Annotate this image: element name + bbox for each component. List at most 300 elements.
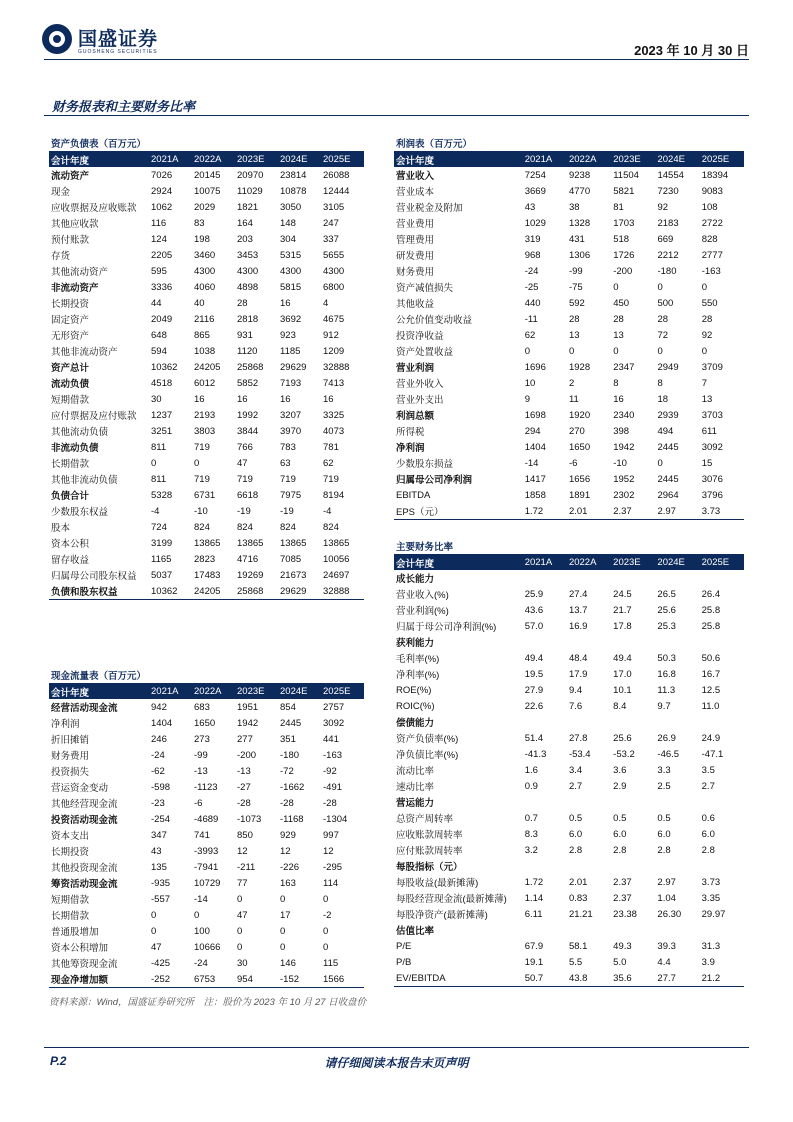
cell-value: 6731 [194, 489, 216, 501]
table-row [49, 811, 364, 827]
cell-value: 1703 [613, 217, 635, 229]
cell-value: 683 [194, 701, 210, 713]
cell-value: 7 [701, 377, 708, 389]
cell-value: 0 [280, 941, 286, 953]
cell-value: 19.1 [524, 956, 544, 968]
cell-value [655, 922, 699, 938]
cell-value: 850 [237, 829, 253, 841]
row-label: P/B [396, 956, 412, 968]
cell-value: 2183 [657, 217, 679, 229]
row-label: 营业外收入 [396, 379, 444, 390]
table-row [394, 586, 744, 602]
table-row [49, 715, 364, 731]
cell-value: 43 [524, 201, 536, 213]
cell-value: 3092 [323, 717, 345, 729]
cell-value: 1209 [323, 345, 345, 357]
row-label: 其他流动资产 [51, 267, 109, 278]
row-label: EV/EBITDA [394, 970, 523, 987]
cell-value: 0 [237, 893, 243, 905]
cell-value: 25.8 [701, 604, 721, 616]
cell-value: 10.1 [613, 684, 632, 696]
row-label: 长期借款 [51, 911, 90, 922]
row-label: 资本支出 [51, 831, 90, 842]
table-row [394, 215, 744, 231]
row-label: 财务费用 [396, 267, 435, 278]
cell-value: 781 [323, 441, 339, 453]
column-header: 2025E [700, 555, 744, 571]
cell-value: 824 [323, 521, 339, 533]
cell-value: 1656 [568, 473, 591, 485]
logo-name: 国盛证券 [78, 29, 159, 50]
row-label: P/E [396, 940, 412, 952]
cell-value: 29.97 [701, 908, 726, 920]
cell-value [523, 794, 567, 810]
cell-value: 2.9 [613, 780, 627, 792]
cell-value: 146 [280, 957, 296, 969]
cell-value: 62 [323, 457, 334, 469]
cell-value: 16 [280, 393, 291, 405]
cell-value: 942 [151, 701, 167, 713]
cell-value: 39.3 [657, 940, 676, 952]
row-label: 营业利润(%) [396, 606, 449, 617]
cell-value: 17.9 [568, 668, 588, 680]
cell-value: 923 [280, 329, 296, 341]
table-row [394, 295, 744, 311]
row-label: 固定资产 [51, 315, 90, 326]
cell-value: 100 [194, 925, 210, 937]
table-row [49, 551, 364, 567]
table-row [49, 503, 364, 519]
table-header-row [49, 684, 364, 700]
cell-value: 2949 [657, 361, 679, 373]
cell-value: 13865 [194, 537, 221, 549]
row-label: 营业收入 [396, 171, 435, 182]
row-label: 经营活动现金流 [51, 703, 118, 714]
cell-value: 431 [568, 233, 585, 245]
cell-value: 57.0 [524, 620, 544, 632]
row-label: 营运能力 [396, 798, 435, 809]
table-row [49, 279, 364, 295]
cell-value: 1038 [194, 345, 216, 357]
cell-value [655, 794, 699, 810]
cell-value: 6.0 [657, 828, 671, 840]
cell-value: 2.37 [613, 876, 632, 888]
cell-value: 0 [194, 457, 200, 469]
row-label: 资产负债率(%) [396, 734, 459, 745]
balance-sheet-table [49, 135, 364, 600]
cell-value: 26.9 [657, 732, 676, 744]
row-label: 无形资产 [51, 331, 90, 342]
row-label: 利润总额 [396, 411, 435, 422]
cell-value: 27.9 [524, 684, 544, 696]
cell-value: 9.7 [657, 700, 671, 712]
table-row [394, 714, 744, 730]
table-row [394, 455, 744, 471]
table-row [394, 746, 744, 762]
cell-value: -152 [278, 971, 321, 988]
row-label: 长期借款 [51, 459, 90, 470]
cell-value: 0 [657, 281, 663, 293]
column-header: 2022A [567, 555, 611, 571]
cell-value: 40 [194, 297, 205, 309]
cell-value: 3207 [280, 409, 302, 421]
row-label: 留存收益 [51, 555, 90, 566]
cell-value: 2 [568, 377, 575, 389]
cell-value: 38 [568, 201, 580, 213]
table-row [394, 730, 744, 746]
cell-value: 13 [701, 393, 713, 405]
cell-value: -47.1 [701, 748, 724, 760]
row-label: 资产减值损失 [396, 283, 454, 294]
cell-value [700, 858, 744, 874]
cell-value: 6753 [192, 971, 235, 988]
cell-value: -1168 [280, 813, 304, 825]
cell-value: 30 [151, 393, 162, 405]
cell-value: 337 [323, 233, 339, 245]
cell-value: 11029 [237, 185, 263, 197]
table-row [394, 183, 744, 199]
table-row [49, 295, 364, 311]
cell-value: -53.2 [613, 748, 635, 760]
row-label: 投资损失 [51, 767, 90, 778]
cell-value [700, 922, 744, 938]
company-logo [42, 22, 172, 62]
cell-value: 11.0 [701, 700, 720, 712]
cell-value: 0 [151, 909, 157, 921]
cell-value: -935 [151, 877, 171, 889]
cell-value: -10 [194, 505, 208, 517]
cell-value: 3092 [701, 441, 723, 453]
cell-value [655, 714, 699, 730]
cell-value: 21.7 [613, 604, 632, 616]
row-label: 研发费用 [396, 251, 435, 262]
row-label: 净利率(%) [396, 670, 440, 681]
cell-value: -13 [237, 765, 251, 777]
cell-value: -6 [568, 457, 578, 469]
cell-value [523, 570, 567, 586]
cell-value: 16 [323, 393, 334, 405]
cell-value: 43 [151, 845, 162, 857]
cell-value: 25.8 [701, 620, 721, 632]
cell-value: 21.2 [700, 970, 744, 987]
row-label: 其他筹资现金流 [51, 959, 118, 970]
row-label: EPS（元） [394, 503, 523, 520]
table-row [49, 567, 364, 583]
row-label: 归属于母公司净利润(%) [396, 622, 497, 633]
row-label: 财务费用 [51, 751, 90, 762]
cell-value: 163 [280, 877, 296, 889]
cell-value: -28 [237, 797, 251, 809]
cell-value: 16 [280, 297, 291, 309]
cell-value: 0.5 [568, 812, 583, 824]
table-row [49, 439, 364, 455]
table-row [49, 971, 364, 988]
row-label: 现金净增加额 [49, 971, 149, 988]
cell-value: 22.6 [524, 700, 544, 712]
cell-value: 2340 [613, 409, 635, 421]
cell-value: 198 [194, 233, 210, 245]
row-label: 其他流动负债 [51, 427, 109, 438]
cell-value: 43.6 [524, 604, 544, 616]
cell-value: 719 [323, 473, 339, 485]
cell-value: -27 [237, 781, 251, 793]
cell-value: 1306 [568, 249, 591, 261]
cell-value: 1858 [524, 489, 546, 501]
cell-value: 58.1 [568, 940, 588, 952]
cell-value [700, 634, 744, 650]
table-row [394, 471, 744, 487]
column-header: 2021A [149, 684, 192, 700]
cell-value: -2 [323, 909, 332, 921]
cell-value: 11 [568, 393, 579, 405]
cell-value: 4675 [323, 313, 345, 325]
cell-value: 2302 [613, 489, 635, 501]
cell-value: 50.3 [657, 652, 676, 664]
row-label: 估值比率 [396, 926, 435, 937]
cell-value: 2.7 [568, 780, 583, 792]
row-label: 毛利率(%) [396, 654, 440, 665]
cell-value: 8194 [323, 489, 345, 501]
cell-value: 11.3 [657, 684, 676, 696]
cell-value: 25868 [237, 361, 264, 373]
table-row [394, 922, 744, 938]
cell-value: 0.7 [524, 812, 538, 824]
table-row [394, 890, 744, 906]
cell-value: 3970 [280, 425, 302, 437]
page-number: P.2 [50, 1054, 67, 1068]
cell-value: 783 [280, 441, 296, 453]
cell-value: 277 [237, 733, 253, 745]
cell-value: 0.5 [657, 812, 671, 824]
table-row [49, 535, 364, 551]
cell-value: 49.4 [524, 652, 544, 664]
cell-value: 24205 [194, 361, 221, 373]
cell-value: 2.01 [568, 876, 588, 888]
cell-value: 108 [701, 201, 718, 213]
footer-disclaimer: 请仔细阅读本报告末页声明 [324, 1056, 469, 1070]
cell-value: 23814 [280, 169, 307, 181]
cell-value [700, 714, 744, 730]
row-label: 折旧摊销 [51, 735, 90, 746]
cell-value: 3796 [701, 489, 723, 501]
row-label: 归属母公司净利润 [396, 475, 473, 486]
cell-value: 811 [151, 473, 167, 485]
cell-value [567, 858, 611, 874]
cell-value: 3325 [323, 409, 345, 421]
row-label: 存货 [51, 251, 71, 262]
source-note: 资料来源：Wind，国盛证券研究所 注：股价为 2023 年 10 月 27 日收盘价 [49, 997, 367, 1008]
table-row [394, 842, 744, 858]
cell-value: 135 [151, 861, 167, 873]
table-row [49, 423, 364, 439]
cell-value: 2445 [657, 441, 679, 453]
row-label: 流动比率 [396, 766, 435, 777]
cell-value: 0 [657, 457, 663, 469]
row-label: 每股经营现金流(最新摊薄) [396, 894, 507, 905]
cell-value: 2205 [151, 249, 173, 261]
cell-value: 44 [151, 297, 162, 309]
row-label: 长期投资 [51, 847, 90, 858]
cell-value: 0 [237, 941, 243, 953]
cell-value: 47 [237, 909, 248, 921]
row-label: 普通股增加 [51, 927, 99, 938]
cell-value: 3.2 [524, 844, 538, 856]
cell-value: 592 [568, 297, 585, 309]
row-label: 偿债能力 [396, 718, 435, 729]
cell-value: 12 [280, 845, 291, 857]
row-label: 应付账款周转率 [396, 846, 463, 857]
column-header: 2024E [278, 684, 321, 700]
cell-value: 954 [235, 971, 278, 988]
cell-value: 27.4 [568, 588, 588, 600]
cell-value: 13865 [280, 537, 307, 549]
table-row [394, 279, 744, 295]
cell-value: 92 [701, 329, 713, 341]
cell-value: 1992 [237, 409, 259, 421]
cell-value: 9238 [568, 169, 591, 181]
cell-value: -24 [151, 749, 165, 761]
table-row [394, 906, 744, 922]
cell-value: 28 [657, 313, 669, 325]
cell-value: 0.5 [613, 812, 627, 824]
cell-value: 4300 [194, 265, 216, 277]
cell-value: 351 [280, 733, 296, 745]
cell-value: -25 [524, 281, 539, 293]
cell-value: 824 [194, 521, 210, 533]
cell-value [567, 570, 611, 586]
cell-value: 1942 [237, 717, 259, 729]
row-label: 应收账款周转率 [396, 830, 463, 841]
table-row [49, 263, 364, 279]
cell-value: 9 [524, 393, 531, 405]
cell-value: 0 [657, 345, 663, 357]
cell-value: 0 [151, 925, 157, 937]
cell-value: -99 [568, 265, 583, 277]
table-row [49, 167, 364, 183]
column-header: 2025E [321, 684, 364, 700]
cell-value: 92 [657, 201, 669, 213]
cell-value: -180 [280, 749, 300, 761]
cell-value: 21.21 [568, 908, 593, 920]
table-row [49, 183, 364, 199]
row-label: 其他非流动负债 [51, 475, 118, 486]
cell-value: 1726 [613, 249, 635, 261]
cell-value: -28 [280, 797, 294, 809]
cell-value: 828 [701, 233, 718, 245]
table-row [49, 875, 364, 891]
cell-value: 10 [524, 377, 536, 389]
row-label: 资本公积增加 [51, 943, 109, 954]
row-label: 非流动负债 [51, 443, 99, 454]
cell-value: 1.14 [524, 892, 544, 904]
cell-value: 1404 [151, 717, 173, 729]
table-row [49, 891, 364, 907]
cell-value: 50.6 [701, 652, 721, 664]
table-caption: 利润表（百万元） [394, 135, 744, 152]
cell-value: 24205 [192, 583, 235, 600]
cell-value: 1404 [524, 441, 546, 453]
cell-value: -19 [280, 505, 294, 517]
cell-value: 2939 [657, 409, 679, 421]
cell-value: 2964 [657, 489, 679, 501]
row-label: 营业利润 [396, 363, 435, 374]
row-label: 投资活动现金流 [51, 815, 118, 826]
cell-value [700, 570, 744, 586]
cell-value: 2.7 [701, 780, 715, 792]
cell-value: 4300 [237, 265, 259, 277]
cell-value: 20145 [194, 169, 221, 181]
cell-value: 2.97 [655, 503, 699, 520]
row-label: 营业费用 [396, 219, 435, 230]
cell-value: 719 [194, 473, 210, 485]
cell-value: 32888 [323, 361, 350, 373]
table-row [49, 375, 364, 391]
table-row [394, 167, 744, 183]
row-label: 获利能力 [396, 638, 435, 649]
cell-value: 5328 [151, 489, 173, 501]
table-row [394, 359, 744, 375]
cell-value: 273 [194, 733, 210, 745]
cell-value: 25868 [235, 583, 278, 600]
cell-value: 31.3 [701, 940, 721, 952]
cell-value: 63 [280, 457, 291, 469]
cell-value: 116 [151, 217, 167, 229]
cell-value: 1821 [237, 201, 259, 213]
cell-value: 5821 [613, 185, 635, 197]
column-header: 2022A [192, 684, 235, 700]
header-label: 会计年度 [49, 152, 149, 168]
table-row [49, 455, 364, 471]
cell-value: 4716 [237, 553, 259, 565]
cell-value: 724 [151, 521, 167, 533]
cell-value: 0 [280, 925, 286, 937]
table-row [49, 763, 364, 779]
cell-value [567, 714, 611, 730]
logo-mark-icon [42, 24, 72, 54]
cell-value: 0 [151, 457, 157, 469]
cell-value: -200 [237, 749, 257, 761]
cell-value: 3050 [280, 201, 302, 213]
cell-value: 77 [237, 877, 248, 889]
table-caption: 现金流量表（百万元） [49, 667, 364, 684]
cell-value: -254 [151, 813, 171, 825]
cell-value: 2212 [657, 249, 679, 261]
table-row [49, 827, 364, 843]
cell-value: -425 [151, 957, 171, 969]
cell-value: 20970 [237, 169, 264, 181]
row-label: 营业成本 [396, 187, 435, 198]
cell-value: -53.4 [568, 748, 591, 760]
cell-value [611, 922, 655, 938]
cell-value: 72 [657, 329, 669, 341]
cell-value: 854 [280, 701, 296, 713]
cell-value: 28 [613, 313, 624, 325]
cell-value: -3993 [194, 845, 219, 857]
header-label: 会计年度 [394, 152, 523, 168]
cell-value: 28 [568, 313, 580, 325]
cell-value: 1165 [151, 553, 172, 565]
cell-value: 3.5 [701, 764, 715, 776]
cell-value: 0 [613, 345, 619, 357]
cell-value: 0 [524, 345, 531, 357]
cell-value: 12 [237, 845, 248, 857]
column-header: 2024E [655, 152, 699, 168]
row-label: ROE(%) [396, 684, 432, 696]
cell-value: 7085 [280, 553, 302, 565]
cell-value: 29629 [278, 583, 321, 600]
cell-value: 5815 [280, 281, 302, 293]
row-label: 负债和股东权益 [49, 583, 149, 600]
